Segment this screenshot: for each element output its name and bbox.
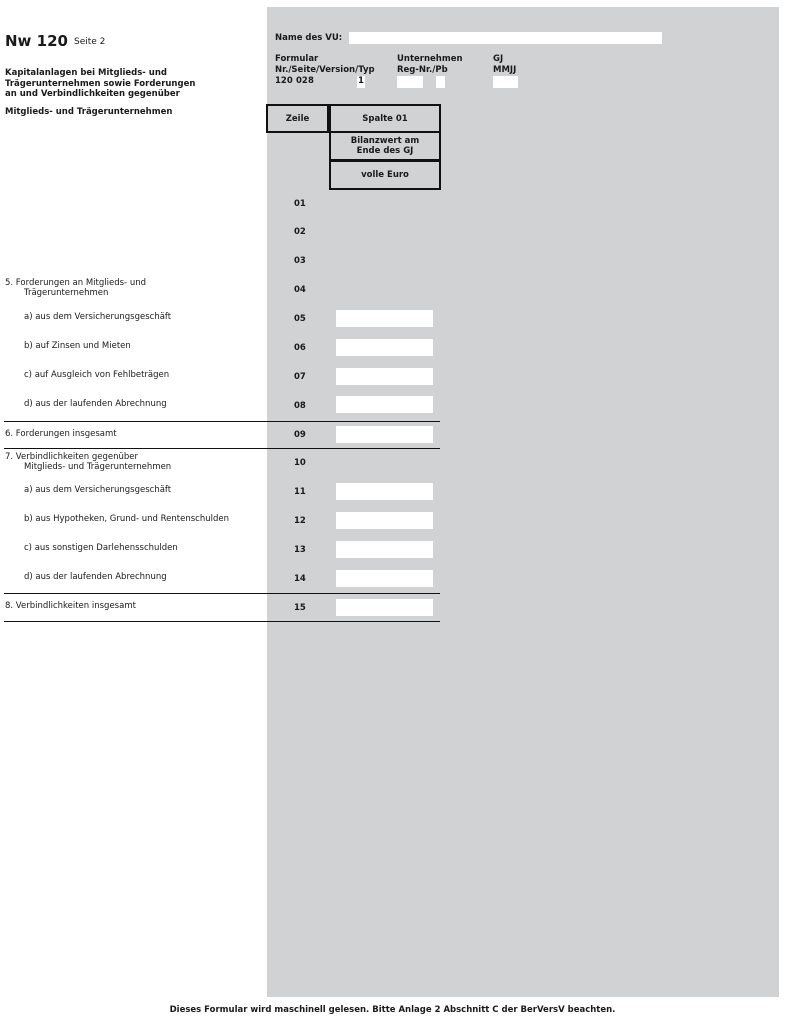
form-code: Nw 120 <box>5 32 68 50</box>
row-number: 12 <box>294 516 306 526</box>
row-07-input[interactable] <box>336 368 433 385</box>
pb-input[interactable] <box>436 76 445 88</box>
nr-label: Nr./Seite/Version/Typ <box>275 64 375 75</box>
row-label: 8. Verbindlichkeiten insgesamt <box>5 601 136 611</box>
row-14-input[interactable] <box>336 570 433 587</box>
unternehmen-label <box>397 54 463 75</box>
row-13-input[interactable] <box>336 541 433 558</box>
bilanzwert-header <box>329 131 441 161</box>
row-number: 09 <box>294 430 306 440</box>
row-label: 6. Forderungen insgesamt <box>5 429 117 439</box>
formular-label <box>275 54 375 75</box>
nr-value-8: 8 <box>308 76 314 86</box>
row-number: 03 <box>294 256 306 266</box>
form-title-line: Trägerunternehmen sowie Forderungen <box>5 78 196 89</box>
form-title-line: Mitglieds- und Trägerunternehmen <box>5 107 173 117</box>
row-label: a) aus dem Versicherungsgeschäft <box>24 312 172 322</box>
footer-note: Dieses Formular wird maschinell gelesen. Bitte Anlage 2 Abschnitt C der BerVersV beachten. <box>169 1005 616 1015</box>
row-label: b) auf Zinsen und Mieten <box>24 341 131 351</box>
form-title <box>5 68 195 100</box>
row-05-input[interactable] <box>336 310 433 327</box>
row-08-input[interactable] <box>336 396 433 413</box>
row-number: 01 <box>294 199 306 209</box>
unit-header: volle Euro <box>329 160 441 190</box>
row-label-line: 7. Verbindlichkeiten gegenüber <box>5 452 139 462</box>
reg-label: Reg-Nr./Pb <box>397 64 448 75</box>
nr-value-120: 120 <box>275 76 293 86</box>
divider <box>4 448 440 449</box>
page-label: Seite 2 <box>74 37 106 47</box>
formular-label-text: Formular <box>275 54 319 64</box>
gj-input[interactable] <box>493 76 518 88</box>
row-number: 07 <box>294 372 306 382</box>
row-number: 04 <box>294 285 306 295</box>
gj-label <box>493 54 516 75</box>
row-number: 02 <box>294 227 306 237</box>
row-label: c) auf Ausgleich von Fehlbeträgen <box>24 370 170 380</box>
bilanzwert-line: Ende des GJ <box>356 146 414 156</box>
divider <box>4 593 440 594</box>
form-title-line: Kapitalanlagen bei Mitglieds- und <box>5 68 167 78</box>
row-12-input[interactable] <box>336 512 433 529</box>
row-number: 13 <box>294 545 306 555</box>
row-06-input[interactable] <box>336 339 433 356</box>
row-number: 05 <box>294 314 306 324</box>
unternehmen-label-text: Unternehmen <box>397 54 463 64</box>
row-label: c) aus sonstigen Darlehensschulden <box>24 543 178 553</box>
name-input[interactable] <box>349 32 662 44</box>
divider <box>4 421 440 422</box>
row-11-input[interactable] <box>336 483 433 500</box>
row-label: b) aus Hypotheken, Grund- und Rentenschulden <box>24 514 229 524</box>
divider <box>4 621 440 622</box>
bilanzwert-line: Bilanzwert am <box>350 136 420 146</box>
reg-nr-input[interactable] <box>397 76 423 88</box>
gj-label-text: GJ <box>493 54 504 64</box>
row-label <box>5 453 171 472</box>
nr-value-02: 02 <box>296 76 308 86</box>
row-label <box>5 279 146 298</box>
row-number: 06 <box>294 343 306 353</box>
row-09-input[interactable] <box>336 426 433 443</box>
form-title-line: an und Verbindlichkeiten gegenüber <box>5 89 180 99</box>
row-label-line: Trägerunternehmen <box>24 287 109 298</box>
zeile-header: Zeile <box>266 104 329 133</box>
nr-value-1: 1 <box>358 76 364 86</box>
row-number: 10 <box>294 458 306 468</box>
row-number: 15 <box>294 603 306 613</box>
row-label: d) aus der laufenden Abrechnung <box>24 572 167 582</box>
row-label: d) aus der laufenden Abrechnung <box>24 399 167 409</box>
row-label: a) aus dem Versicherungsgeschäft <box>24 485 172 495</box>
row-number: 08 <box>294 401 306 411</box>
spalte-header: Spalte 01 <box>329 104 441 133</box>
row-number: 11 <box>294 487 306 497</box>
name-label: Name des VU: <box>275 33 343 43</box>
row-label-line: Mitglieds- und Trägerunternehmen <box>24 461 172 472</box>
mmjj-label: MMJJ <box>493 64 517 75</box>
row-label-line: 5. Forderungen an Mitglieds- und <box>5 278 146 288</box>
row-number: 14 <box>294 574 306 584</box>
row-15-input[interactable] <box>336 599 433 616</box>
